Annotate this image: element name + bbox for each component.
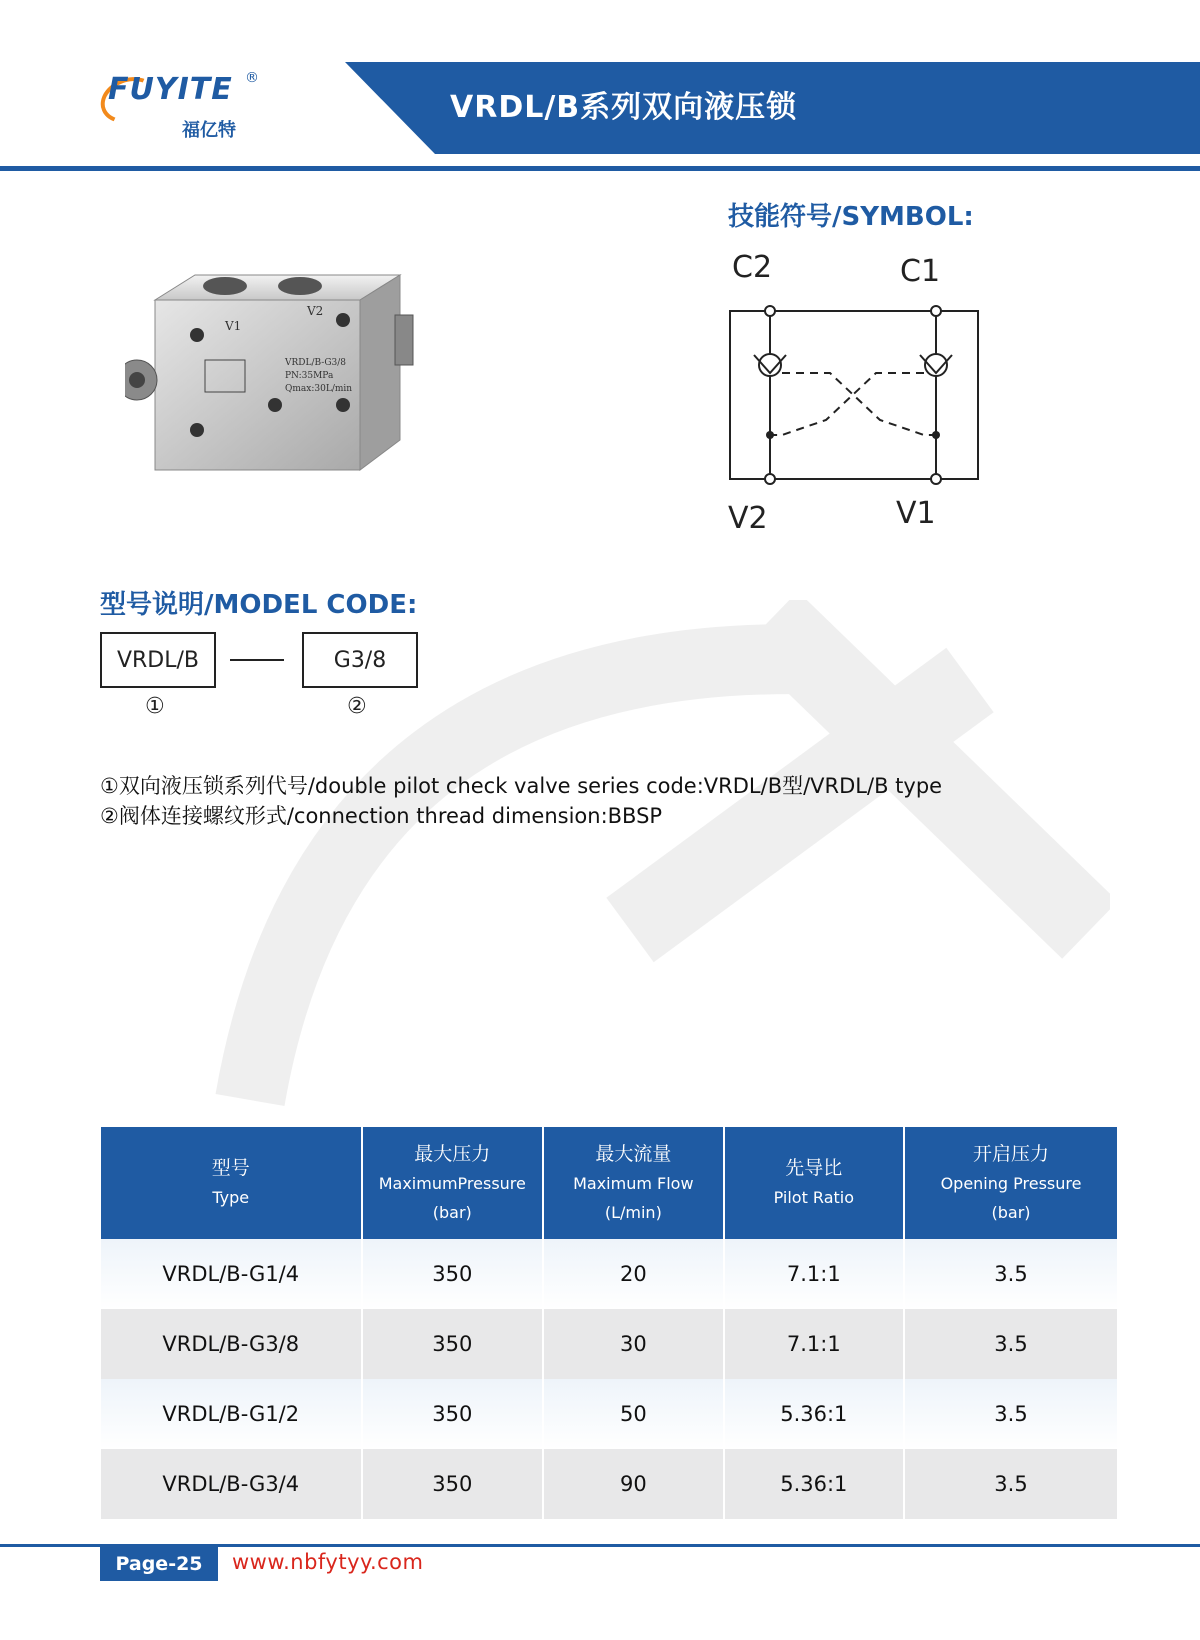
model-code-num2: ②	[347, 694, 367, 719]
website-link[interactable]: www.nbfytyy.com	[232, 1550, 424, 1574]
cell-max-pressure: 350	[362, 1379, 544, 1449]
cell-max-pressure: 350	[362, 1449, 544, 1519]
port-v1-node	[931, 474, 941, 484]
cell-pilot-ratio: 5.36:1	[724, 1379, 904, 1449]
logo-text: FUYITE	[108, 72, 233, 107]
cell-opening-pressure: 3.5	[904, 1449, 1117, 1519]
model-code-part2: G3/8	[302, 632, 418, 688]
spec-table-header-row	[101, 1127, 1117, 1239]
cell-max-pressure: 350	[362, 1239, 544, 1309]
symbol-section-title: 技能符号/SYMBOL:	[728, 202, 974, 232]
cell-max-flow: 20	[543, 1239, 724, 1309]
port-c2-node	[765, 306, 775, 316]
cell-type: VRDL/B-G1/2	[101, 1379, 362, 1449]
cell-pilot-ratio: 7.1:1	[724, 1239, 904, 1309]
header-divider	[0, 166, 1200, 171]
header-type: 型号 Type	[101, 1127, 362, 1239]
model-code-dash	[230, 659, 284, 661]
cell-max-pressure: 350	[362, 1309, 544, 1379]
cell-max-flow: 90	[543, 1449, 724, 1519]
photo-marking-v2: V2	[307, 304, 324, 318]
product-photo	[125, 270, 425, 480]
port-label-c2: C2	[732, 250, 773, 285]
model-code-part1: VRDL/B	[100, 632, 216, 688]
cell-max-flow: 30	[543, 1309, 724, 1379]
port-label-v1: V1	[896, 496, 936, 531]
cell-opening-pressure: 3.5	[904, 1239, 1117, 1309]
table-row	[101, 1379, 1117, 1449]
header-max-pressure: 最大压力 MaximumPressure (bar)	[362, 1127, 544, 1239]
cell-pilot-ratio: 7.1:1	[724, 1309, 904, 1379]
photo-marking-model: VRDL/B-G3/8	[285, 358, 346, 368]
header-pilot-ratio: 先导比 Pilot Ratio	[724, 1127, 904, 1239]
photo-marking-flow: Qmax:30L/min	[285, 384, 353, 394]
cell-type: VRDL/B-G3/8	[101, 1309, 362, 1379]
cell-type: VRDL/B-G1/4	[101, 1239, 362, 1309]
valve-body-outline	[730, 311, 978, 479]
port-label-c1: C1	[900, 254, 941, 289]
cell-pilot-ratio: 5.36:1	[724, 1449, 904, 1519]
model-code-description-2: ②阀体连接螺纹形式/connection thread dimension:BBSP	[100, 804, 663, 828]
model-code-section-title: 型号说明/MODEL CODE:	[100, 590, 418, 620]
header-opening-pressure: 开启压力 Opening Pressure (bar)	[904, 1127, 1117, 1239]
cell-max-flow: 50	[543, 1379, 724, 1449]
photo-marking-pressure: PN:35MPa	[285, 371, 334, 381]
cell-opening-pressure: 3.5	[904, 1309, 1117, 1379]
table-row	[101, 1309, 1117, 1379]
port-label-v2: V2	[728, 501, 768, 535]
page-title: VRDL/B系列双向液压锁	[450, 90, 798, 125]
cell-type: VRDL/B-G3/4	[101, 1449, 362, 1519]
brand-logo	[100, 72, 270, 150]
cell-opening-pressure: 3.5	[904, 1379, 1117, 1449]
hydraulic-symbol-diagram	[720, 245, 990, 535]
logo-registered-mark: ®	[245, 70, 259, 86]
header-max-flow: 最大流量 Maximum Flow (L/min)	[543, 1127, 724, 1239]
spec-table	[101, 1127, 1117, 1519]
table-row	[101, 1239, 1117, 1309]
photo-marking-v1: V1	[225, 319, 242, 333]
port-v2-node	[765, 474, 775, 484]
page-number: Page-25	[100, 1547, 218, 1581]
model-code-description-1: ①双向液压锁系列代号/double pilot check valve series code:VRDL/B型/VRDL/B type	[100, 774, 943, 798]
table-row	[101, 1449, 1117, 1519]
port-c1-node	[931, 306, 941, 316]
logo-chinese-name: 福亿特	[182, 120, 236, 141]
model-code-num1: ①	[145, 694, 165, 719]
